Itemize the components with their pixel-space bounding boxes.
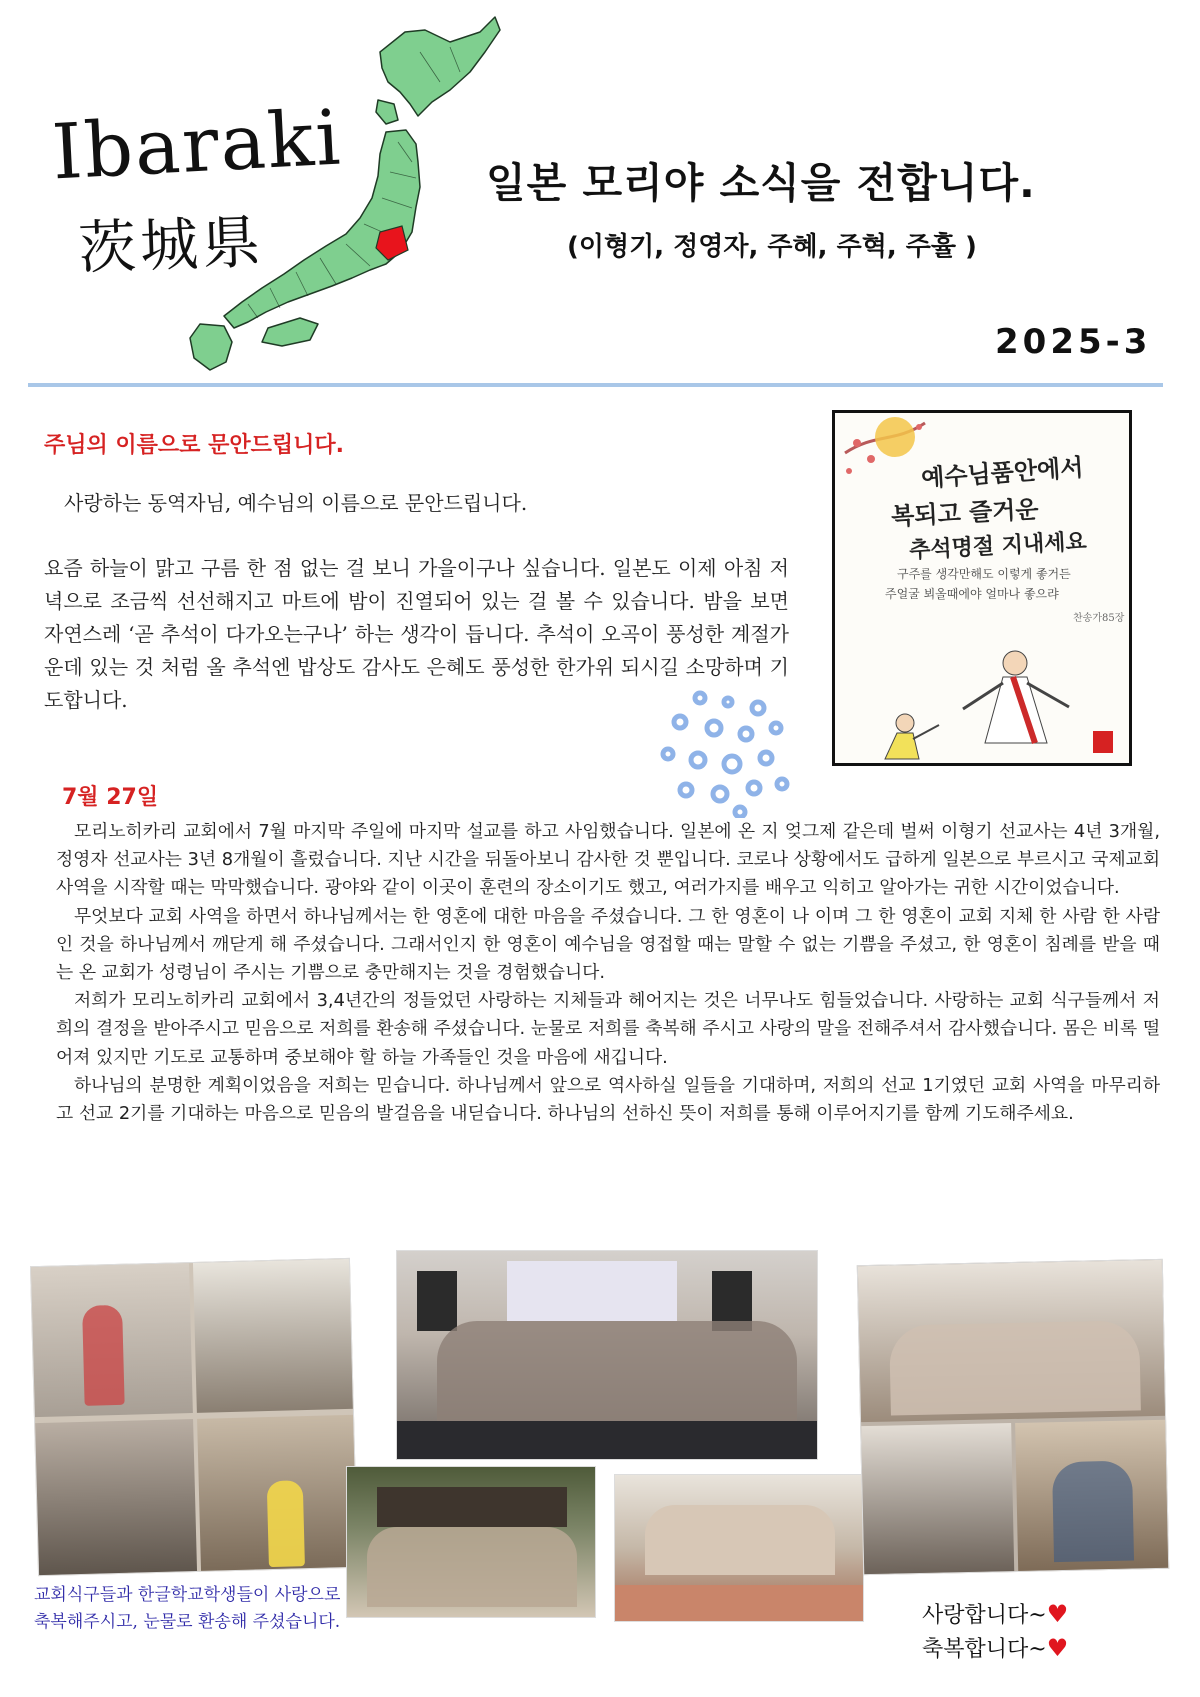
brand-latin: Ibaraki [49,92,345,197]
story-body [56,818,1160,1128]
photo-caption-left: 교회식구들과 한글학교학생들이 사랑으로 축복해주시고, 눈물로 환송해 주셨습니다. [34,1585,341,1632]
photo-outdoor-group [346,1466,596,1618]
header-divider [28,383,1163,387]
caption-love: 사랑합니다~ [922,1603,1047,1628]
photo-church-group [396,1250,818,1460]
section-date: 7월 27일 [62,785,159,810]
photo-caption-right [922,1598,1068,1666]
newsletter-title: 일본 모리야 소식을 전합니다. [486,159,1036,207]
card-line-2: 복되고 즐거운 [890,494,1040,531]
story-paragraph: 하나님의 분명한 계획이었음을 저희는 믿습니다. 하나님께서 앞으로 역사하실 일들을 기대하며, 저희의 선교 1기였던 교회 사역을 마무리하고 선교 2기를 기대하는 마음으로 믿음의 발걸음을 내딛습니다. 하나님의 선하신 뜻이 저희를 통해 이루어지기를 함께 기도해주세요. [56,1074,1160,1125]
heart-icon: ♥ [1046,1634,1069,1662]
greeting-heading: 주님의 이름으로 문안드립니다. [44,433,344,458]
heart-icon: ♥ [1046,1600,1069,1628]
story-paragraph: 저희가 모리노히카리 교회에서 3,4년간의 정들었던 사랑하는 지체들과 헤어지는 것은 너무나도 힘들었습니다. 사랑하는 교회 식구들께서 저희의 결정을 받아주시고 믿음으로 저희를 환송해 주셨습니다. 눈물로 저희를 축복해 주시고 사랑의 말을 전해주셔서 감사했습니다. 몸은 비록 떨어져 있지만 기도로 교통하며 중보해야 할 하늘 가족들인 것을 마음에 새깁니다. [56,990,1160,1068]
photo-dinner-group [614,1474,864,1622]
caption-bless: 축복합니다~ [922,1637,1047,1662]
story-paragraph: 무엇보다 교회 사역을 하면서 하나님께서는 한 영혼에 대한 마음을 주셨습니다. 그 한 영혼이 나 이며 그 한 영혼이 교회 지체 한 사람 한 사람인 것을 하나님께서 깨닫게 해 주셨습니다. 그래서인지 한 영혼이 예수님을 영접할 때는 말할 수 없는 기쁨을 주셨고, 한 영혼이 침례를 받을 때는 온 교회가 성령님이 주시는 기쁨으로 충만해지는 것을 경험했습니다. [56,905,1160,984]
card-hymn-line-2: 주얼굴 뵈올때에야 얼마나 좋으랴 [885,587,1059,601]
story-paragraph: 모리노히카리 교회에서 7월 마지막 주일에 마지막 설교를 하고 사임했습니다. 일본에 온 지 엊그제 같은데 벌써 이형기 선교사는 4년 3개월, 정영자 선교사는 3년 8개월이 흘렀습니다. 지난 시간을 뒤돌아보니 감사한 것 뿐입니다. 코로나 상황에서도 급하게 일본으로 부르시고 국제교회 사역을 시작할 때는 막막했습니다. 광야와 같이 이곳이 훈련의 장소이기도 했고, 여러가지를 배우고 익히고 알아가는 귀한 시간이었습니다. [56,821,1160,899]
photo-collage-farewell [30,1258,358,1576]
card-hymn-ref: 찬송가85장 [1073,613,1125,624]
decorative-dots [650,688,795,818]
issue-number: 2025-3 [995,322,1152,362]
brand-kanji: 茨城県 [77,207,266,283]
greeting-body: 요즘 하늘이 맑고 구름 한 점 없는 걸 보니 가을이구나 싶습니다. 일본도 이제 아침 저녁으로 조금씩 선선해지고 마트에 밤이 진열되어 있는 걸 볼 수 있습니다. 밤을 보면 자연스레 ‘곧 추석이 다가오는구나’ 하는 생각이 듭니다. 추석이 오곡이 풍성한 계절가운데 있는 것 처럼 올 추석엔 밥상도 감사도 은혜도 풍성한 한가위 되시길 소망하며 기도합니다. [44,556,789,712]
photo-collage-korean-school [857,1259,1169,1575]
card-hymn-line-1: 구주를 생각만해도 이렇게 좋거든 [897,567,1071,581]
greeting-lead: 사랑하는 동역자님, 예수님의 이름으로 문안드립니다. [64,491,528,515]
family-names: (이형기, 정영자, 주혜, 주혁, 주휼 ) [567,232,977,262]
card-line-1: 예수님품안에서 [920,452,1085,493]
card-line-3: 추석명절 지내세요 [908,528,1088,564]
chuseok-greeting-card [832,410,1132,766]
